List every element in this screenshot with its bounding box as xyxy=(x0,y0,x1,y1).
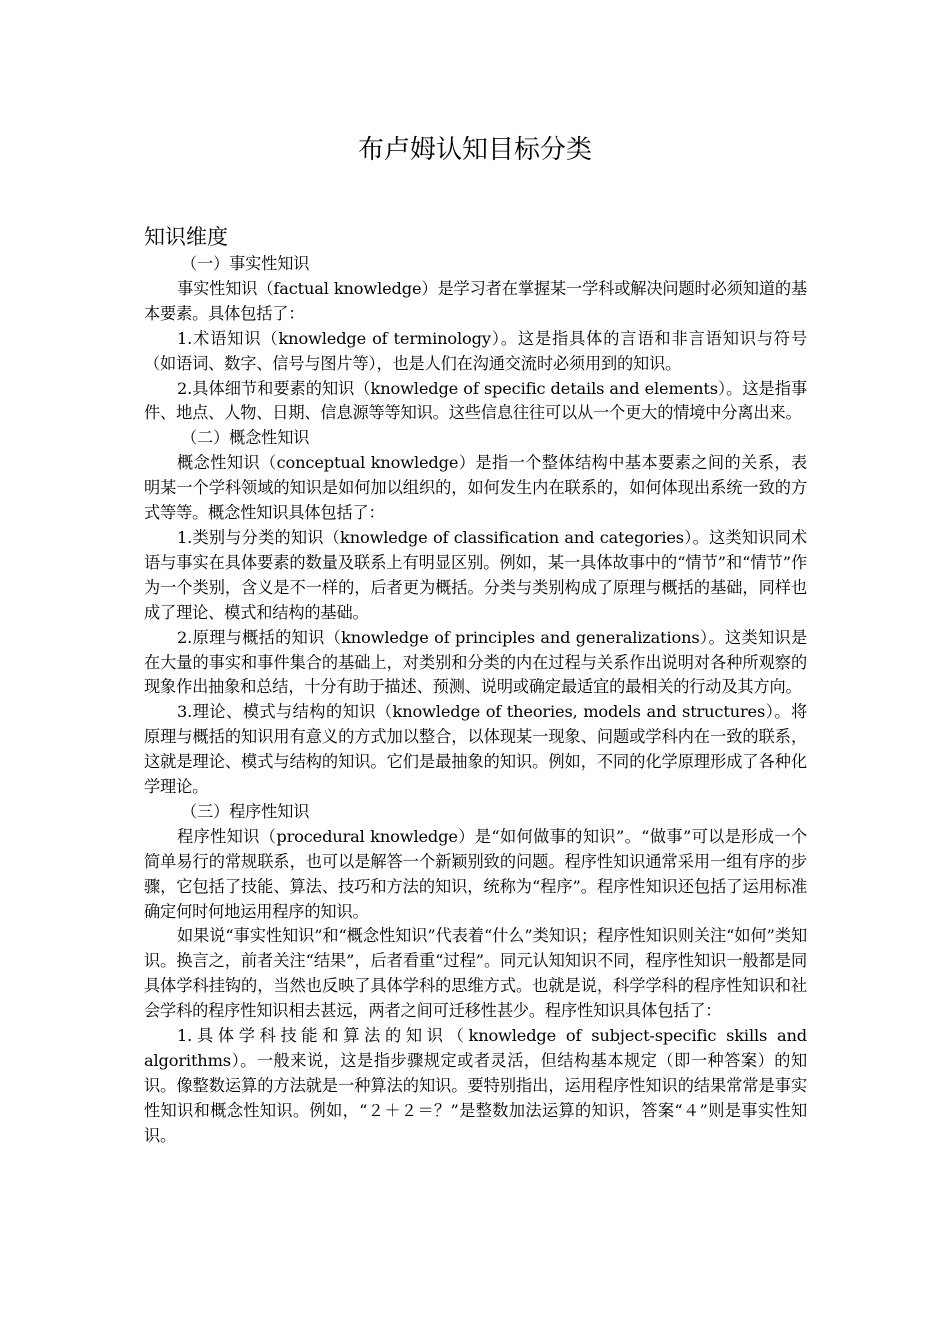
paragraph: 事实性知识（factual knowledge）是学习者在掌握某一学科或解决问题时必须知道的基本要素。具体包括了： xyxy=(144,278,807,323)
paragraph: 1.术语知识（knowledge of terminology）。这是指具体的言语和非言语知识与符号（如语词、数字、信号与图片等），也是人们在沟通交流时必须用到的知识。 xyxy=(144,328,807,373)
document-body xyxy=(144,223,807,1149)
subsection-heading-conceptual: （二）概念性知识 xyxy=(181,428,310,448)
page-title: 布卢姆认知目标分类 xyxy=(357,135,592,165)
paragraph: 1.具体学科技能和算法的知识（knowledge of subject-specific skills and algorithms）。一般来说，这是指步骤规定或者灵活，但结构基本规定（即一种答案）的知识。像整数运算的方法就是一种算法的知识。要特别指出，运用程序性知识的结果常常是事实性知识和概念性知识。例如，“２＋２＝？”是整数加法运算的知识，答案“４”则是事实性知识。 xyxy=(144,1026,807,1145)
paragraph: 3.理论、模式与结构的知识（knowledge of theories, models and structures）。将原理与概括的知识用有意义的方式加以整合，以体现某一现象、问题或学科内在一致的联系，这就是理论、模式与结构的知识。它们是最抽象的知识。例如，不同的化学原理形成了各种化学理论。 xyxy=(144,702,807,797)
paragraph: 1.类别与分类的知识（knowledge of classification and categories）。这类知识同术语与事实在具体要素的数量及联系上有明显区别。例如，某一具体故事中的“情节”和“情节”作为一个类别，含义是不一样的，后者更为概括。分类与类别构成了原理与概括的基础，同样也成了理论、模式和结构的基础。 xyxy=(144,527,807,622)
paragraph: 概念性知识（conceptual knowledge）是指一个整体结构中基本要素之间的关系，表明某一个学科领域的知识是如何加以组织的，如何发生内在联系的，如何体现出系统一致的方式等等。概念性知识具体包括了： xyxy=(144,453,807,523)
paragraph: 2.具体细节和要素的知识（knowledge of specific details and elements）。这是指事件、地点、人物、日期、信息源等等知识。这些信息往往可以从一个更大的情境中分离出来。 xyxy=(144,378,807,423)
paragraph: 如果说“事实性知识”和“概念性知识”代表着“什么”类知识；程序性知识则关注“如何”类知识。换言之，前者关注“结果”，后者看重“过程”。同元认知知识不同，程序性知识一般都是同具体学科挂钩的，当然也反映了具体学科的思维方式。也就是说，科学学科的程序性知识和社会学科的程序性知识相去甚远，两者之间可迁移性甚少。程序性知识具体包括了： xyxy=(144,926,807,1021)
subsection-heading-factual: （一）事实性知识 xyxy=(181,254,310,273)
subsection-heading-procedural: （三）程序性知识 xyxy=(181,801,310,821)
section-heading: 知识维度 xyxy=(144,225,228,249)
paragraph: 程序性知识（procedural knowledge）是“如何做事的知识”。“做事”可以是形成一个简单易行的常规联系，也可以是解答一个新颖别致的问题。程序性知识通常采用一组有序的步骤，它包括了技能、算法、技巧和方法的知识，统称为“程序”。程序性知识还包括了运用标准确定何时何地运用程序的知识。 xyxy=(144,826,807,921)
paragraph: 2.原理与概括的知识（knowledge of principles and generalizations）。这类知识是在大量的事实和事件集合的基础上，对类别和分类的内在过程与关系作出说明对各种所观察的现象作出抽象和总结，十分有助于描述、预测、说明或确定最适宜的最相关的行动及其方向。 xyxy=(144,627,807,697)
